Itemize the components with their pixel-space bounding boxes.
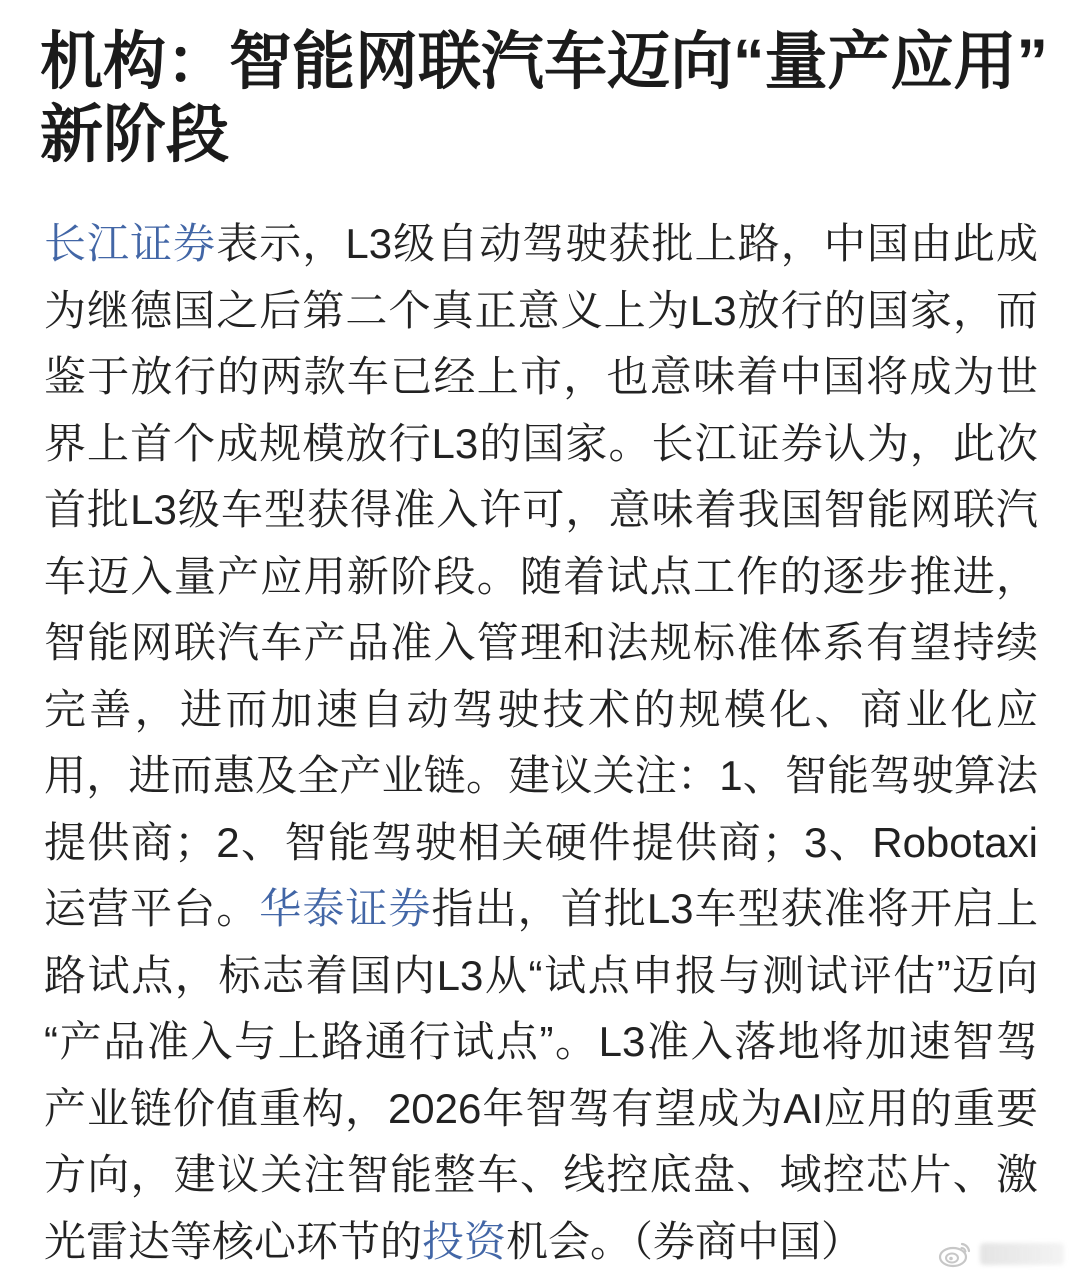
article-title: 机构：智能网联汽车迈向“量产应用”新阶段: [40, 27, 1048, 170]
link-huatai-securities[interactable]: 华泰证券: [259, 885, 432, 932]
body-text-segment: 表示，L3级自动驾驶获批上路，中国由此成为继德国之后第二个真正意义上为L3放行的国家，而鉴于放行的两款车已经上市，也意味着中国将成为世界上首个成规模放行L3的国家。长江证券认为，此次首批L3级车型获得准入许可，意味着我国智能网联汽车迈入量产应用新阶段。随着试点工作的逐步推进，智能网联汽车产品准入管理和法规标准体系有望持续完善，进而加速自动驾驶技术的规模化、商业化应用，进而惠及全产业链。建议关注：1、智能驾驶算法提供商；2、智能驾驶相关硬件提供商；3、Robotaxi运营平台。: [44, 220, 1038, 932]
body-text-segment: 指出，首批L3车型获准将开启上路试点，标志着国内L3从“试点申报与测试评估”迈向“产品准入与上路通行试点”。L3准入落地将加速智驾产业链价值重构，2026年智驾有望成为AI应用的重要方向，建议关注智能整车、线控底盘、域控芯片、激光雷达等核心环节的: [44, 885, 1038, 1265]
link-investment[interactable]: 投资: [422, 1217, 507, 1265]
article-body: [44, 211, 1038, 1275]
body-text-segment: 机会。（券商中国）: [506, 1217, 864, 1265]
link-changjiang-securities[interactable]: 长江证券: [44, 220, 217, 267]
